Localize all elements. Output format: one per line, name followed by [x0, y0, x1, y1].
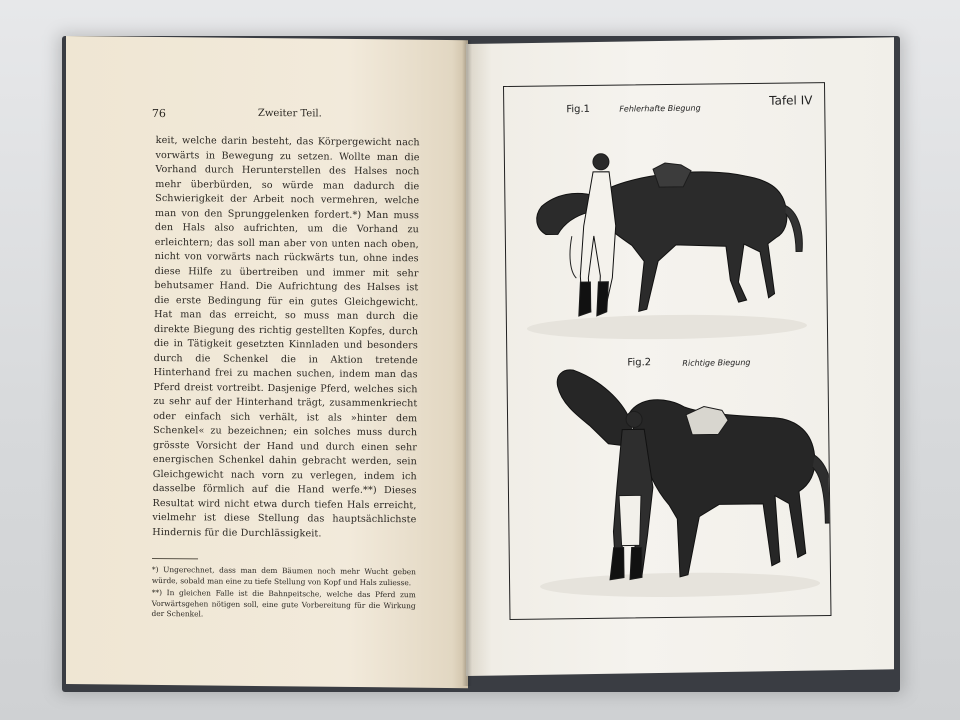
page-number: 76 [151, 106, 166, 121]
book-gutter [462, 40, 472, 686]
footnote-rule [152, 558, 198, 559]
fig2-label: Fig.2 [627, 357, 652, 369]
left-page-content [151, 104, 420, 624]
fig1-illustration [525, 151, 807, 340]
footnote-1: *) Ungerechnet, dass man dem Bäumen noch mehr Wucht geben würde, sobald man eine zu tiefe Stellung von Kopf und Hals zuliesse. [151, 564, 416, 587]
plate-frame [503, 82, 831, 620]
page-header [151, 104, 420, 128]
footnote-2: **) In gleichen Falle ist die Bahnpeitsche, welche das Pferd zum Vorwärtsgehen nötigen soll, eine gute Vorbereitung für die Wirkung der Schenkel. [151, 587, 416, 619]
fig2-caption: Richtige Biegung [682, 357, 751, 368]
plate-illustrations [504, 83, 830, 619]
plate-label: Tafel IV [769, 93, 813, 108]
running-head: Zweiter Teil. [257, 107, 322, 120]
fig1-caption: Fehlerhafte Biegung [619, 103, 701, 114]
body-paragraph: keit, welche darin besteht, das Körpergewicht nach vorwärts in Bewegung zu setzen. Wollte man die Vorhand durch Herunterstellen des Halses noch mehr überbürden, so würde man dadurch die Schwierigkeit der Arbeit noch vermehren, welche man von den Sprunggelenken fordert.*) Man muss den Hals also aufrichten, um die Vorhand zu erleichtern; das soll man aber von unten nach oben, nicht von vorwärts nach rückwärts tun, ohne indes diese Hilfe zu übertreiben und immer mit sehr behutsamer Hand. Die Aufrichtung des Halses ist die erste Bedingung für ein gutes Gleichgewicht. Hat man das erreicht, so muss man durch die direkte Biegung des richtig gestellten Kopfes, durch die in Tätigkeit gesetzten Kinnladen und besonders durch die Schenkel die in Aktion tretende Hinterhand frei zu machen suchen, indem man das Pferd dreist vortreibt. Dasjenige Pferd, welches sich zu sehr auf der Hinterhand trägt, zusammenkriecht oder einfach sich verhält, ist als »hinter dem Schenkel« zu bezeichnen; ein solches muss durch grösste Vorsicht der Hand und durch einen sehr energischen Schenkel dahin gebracht werden, sein Gleichgewicht nach vorn zu verlegen, indem ich dasselbe förmlich auf die Hand werfe.**) Dieses Resultat wird nicht etwa durch tiefen Hals erreicht, vielmehr ist diese Stellung das hauptsächlichste Hindernis für die Durchlässigkeit. [152, 134, 420, 539]
fig1-label: Fig.1 [566, 103, 591, 116]
fig2-illustration [537, 367, 830, 599]
